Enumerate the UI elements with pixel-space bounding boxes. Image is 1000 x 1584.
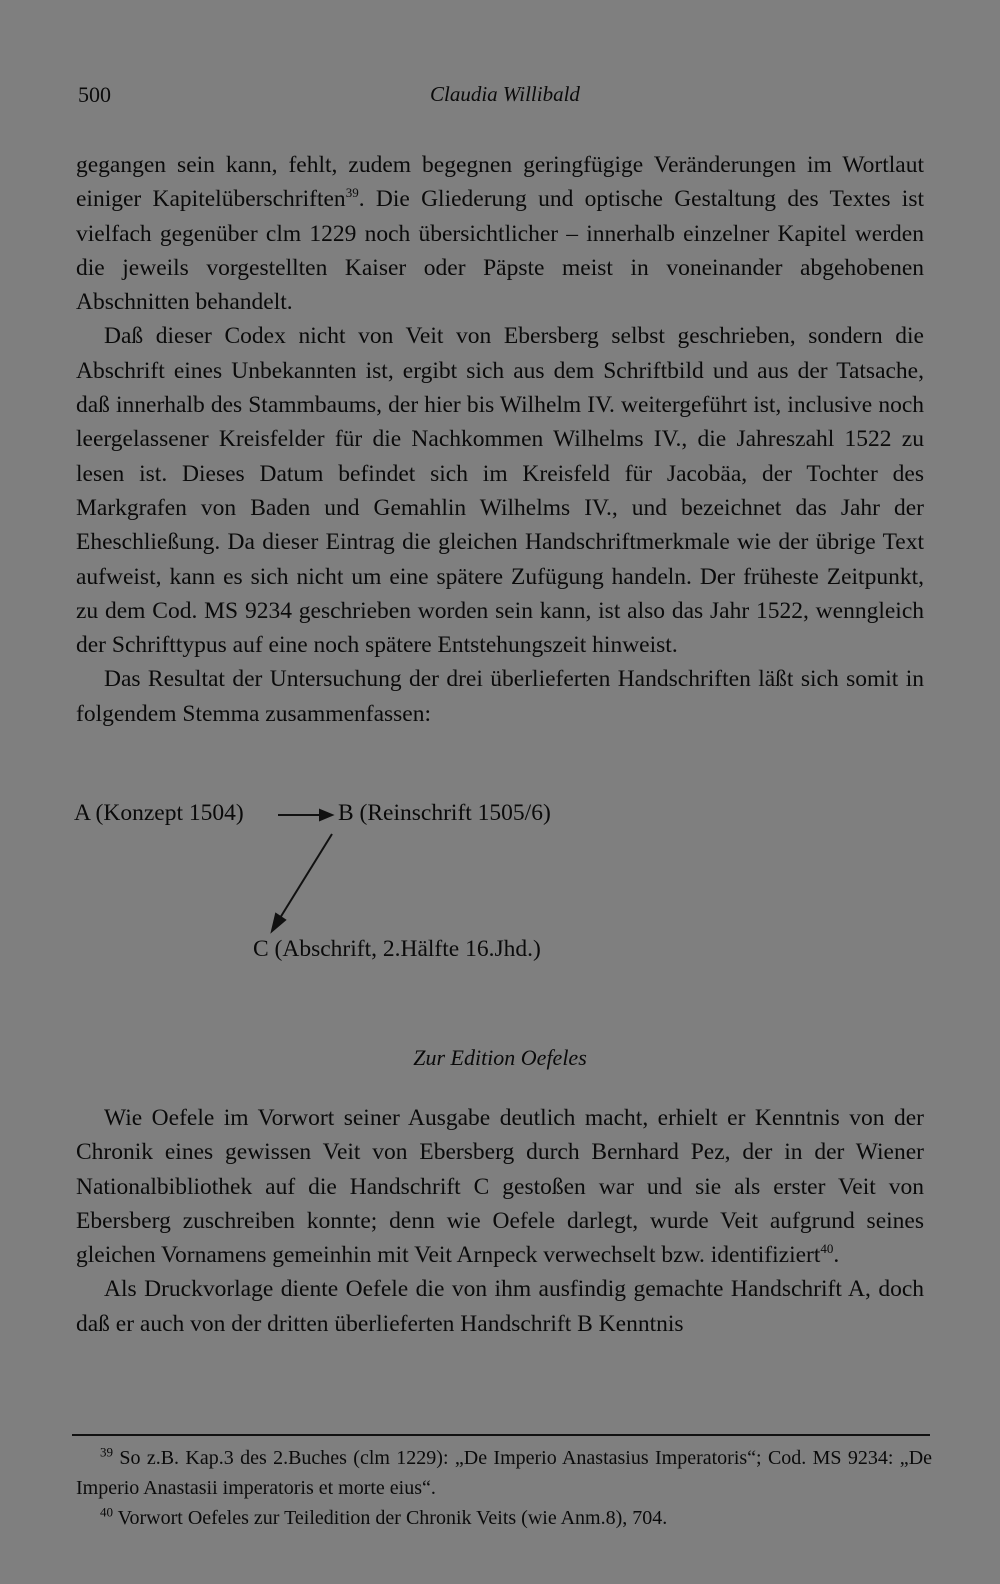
- paragraph-1-text: gegangen sein kann, fehlt, zudem begegnen geringfügige Veränderungen im Wortlaut einiger Kapitelüberschriften: [76, 152, 924, 213]
- footnote-39: [76, 1443, 932, 1503]
- stemma-node-b: B (Reinschrift 1505/6): [338, 800, 551, 826]
- paragraph-3: Das Resultat der Untersuchung der drei überlieferten Handschriften läßt sich somit in folgendem Stemma zusammenfassen:: [76, 666, 924, 727]
- arrow-b-to-c-head: [272, 914, 285, 931]
- paragraph-1: [76, 148, 924, 319]
- footnote-40: [76, 1503, 932, 1533]
- main-text-block-top: [76, 148, 924, 731]
- footnote-divider: [72, 1434, 930, 1436]
- footnote-mark-40: 40: [100, 1504, 113, 1520]
- arrow-b-to-c: [280, 834, 332, 918]
- footnote-40-text: Vorwort Oefeles zur Teiledition der Chronik Veits (wie Anm.8), 704.: [117, 1507, 668, 1529]
- footnote-ref-40[interactable]: 40: [820, 1241, 834, 1257]
- paragraph-1-tail: . Die Gliederung und optische Gestaltung des Textes ist vielfach gegenüber clm 1229 noch übersichtlicher – innerhalb einzelner Kapitel werden die jeweils vorgestellten Kaiser oder Päpste meist in voneinander abgehobenen Abschnitten behandelt.: [76, 186, 924, 316]
- section-heading: Zur Edition Oefeles: [413, 1045, 587, 1070]
- paragraph-5: Als Druckvorlage diente Oefele die von ihm ausfindig gemachte Handschrift A, doch daß er auch von der dritten überlieferten Handschrift B Kenntnis: [76, 1276, 924, 1337]
- stemma-diagram: [0, 790, 1000, 990]
- stemma-node-a: A (Konzept 1504): [74, 800, 244, 826]
- running-head-author: Claudia Willibald: [430, 82, 580, 106]
- page-number: 500: [78, 82, 111, 107]
- arrow-a-to-b-head: [320, 810, 332, 820]
- paragraph-4: [76, 1101, 924, 1272]
- main-text-block-bottom: [76, 1101, 924, 1341]
- footnotes: [76, 1443, 932, 1533]
- footnote-39-text: So z.B. Kap.3 des 2.Buches (clm 1229): „De Imperio Anastasius Imperatoris“; Cod. MS 9234: „De Imperio Anastasii imperatoris et morte eius“.: [76, 1447, 933, 1499]
- stemma-node-c: C (Abschrift, 2.Hälfte 16.Jhd.): [253, 936, 541, 962]
- paragraph-4-tail: .: [833, 1242, 840, 1269]
- footnote-mark-39: 39: [100, 1444, 113, 1460]
- paragraph-2: Daß dieser Codex nicht von Veit von Ebersberg selbst geschrieben, sondern die Abschrift eines Unbekannten ist, ergibt sich aus dem Schriftbild und aus der Tatsache, daß innerhalb des Stammbaums, der hier bis Wilhelm IV. weitergeführt ist, inclusive noch leergelassener Kreisfelder für die Nachkommen Wilhelms IV., die Jahreszahl 1522 zu lesen ist. Dieses Datum befindet sich im Kreisfeld für Jacobäa, der Tochter des Markgrafen von Baden und Gemahlin Wilhelms IV., und bezeichnet das Jahr der Eheschließung. Da dieser Eintrag die gleichen Handschriftmerkmale wie der übrige Text aufweist, kann es sich nicht um eine spätere Zufügung handeln. Der früheste Zeitpunkt, zu dem Cod. MS 9234 geschrieben worden sein kann, ist also das Jahr 1522, wenngleich der Schrifttypus auf eine noch spätere Entstehungszeit hinweist.: [76, 323, 924, 659]
- paragraph-4-text: Wie Oefele im Vorwort seiner Ausgabe deutlich macht, erhielt er Kenntnis von der Chronik eines gewissen Veit von Ebersberg durch Bernhard Pez, der in der Wiener Nationalbibliothek auf die Handschrift C gestoßen war und sie als erster Veit von Ebersberg zuschreiben konnte; denn wie Oefele darlegt, wurde Veit aufgrund seines gleichen Vornamens gemeinhin mit Veit Arnpeck verwechselt bzw. identifiziert: [76, 1105, 924, 1269]
- footnote-ref-39[interactable]: 39: [345, 185, 359, 201]
